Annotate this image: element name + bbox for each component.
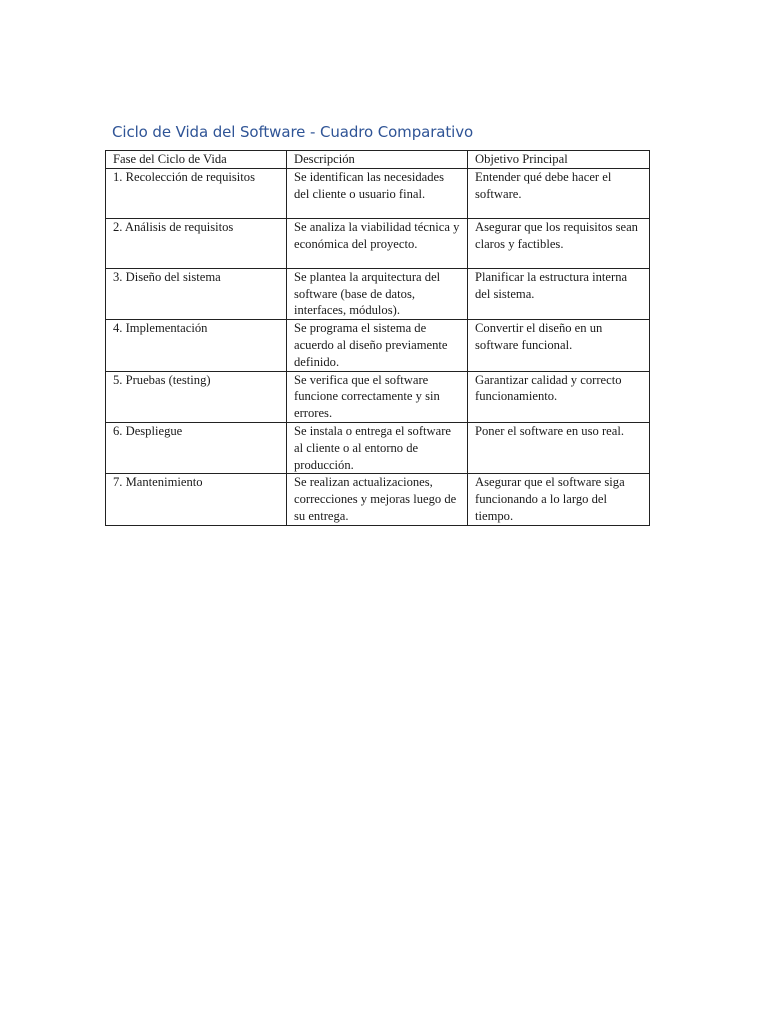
objective-cell: Garantizar calidad y correcto funcionamiento.	[468, 371, 650, 422]
objective-cell: Planificar la estructura interna del sistema.	[468, 268, 650, 319]
table-row	[106, 218, 650, 268]
description-cell: Se instala o entrega el software al cliente o al entorno de producción.	[287, 422, 468, 473]
phase-cell: 2. Análisis de requisitos	[106, 218, 287, 268]
description-cell: Se analiza la viabilidad técnica y económica del proyecto.	[287, 218, 468, 268]
description-cell: Se plantea la arquitectura del software (base de datos, interfaces, módulos).	[287, 268, 468, 319]
phase-cell: 3. Diseño del sistema	[106, 268, 287, 319]
description-cell: Se identifican las necesidades del cliente o usuario final.	[287, 168, 468, 218]
column-header-description: Descripción	[287, 151, 468, 169]
table-row	[106, 422, 650, 473]
table-row	[106, 474, 650, 525]
table-row	[106, 268, 650, 319]
description-cell: Se programa el sistema de acuerdo al diseño previamente definido.	[287, 320, 468, 371]
column-header-phase: Fase del Ciclo de Vida	[106, 151, 287, 169]
document-title: Ciclo de Vida del Software - Cuadro Comparativo	[112, 123, 474, 141]
phase-cell: 5. Pruebas (testing)	[106, 371, 287, 422]
table-row	[106, 320, 650, 371]
description-cell: Se realizan actualizaciones, correcciones y mejoras luego de su entrega.	[287, 474, 468, 525]
table-row	[106, 371, 650, 422]
table-row	[106, 168, 650, 218]
comparison-table	[105, 150, 650, 526]
phase-cell: 6. Despliegue	[106, 422, 287, 473]
objective-cell: Entender qué debe hacer el software.	[468, 168, 650, 218]
objective-cell: Convertir el diseño en un software funcional.	[468, 320, 650, 371]
objective-cell: Asegurar que el software siga funcionando a lo largo del tiempo.	[468, 474, 650, 525]
phase-cell: 4. Implementación	[106, 320, 287, 371]
table-header-row	[106, 151, 650, 169]
phase-cell: 1. Recolección de requisitos	[106, 168, 287, 218]
column-header-objective: Objetivo Principal	[468, 151, 650, 169]
phase-cell: 7. Mantenimiento	[106, 474, 287, 525]
description-cell: Se verifica que el software funcione correctamente y sin errores.	[287, 371, 468, 422]
objective-cell: Poner el software en uso real.	[468, 422, 650, 473]
objective-cell: Asegurar que los requisitos sean claros y factibles.	[468, 218, 650, 268]
